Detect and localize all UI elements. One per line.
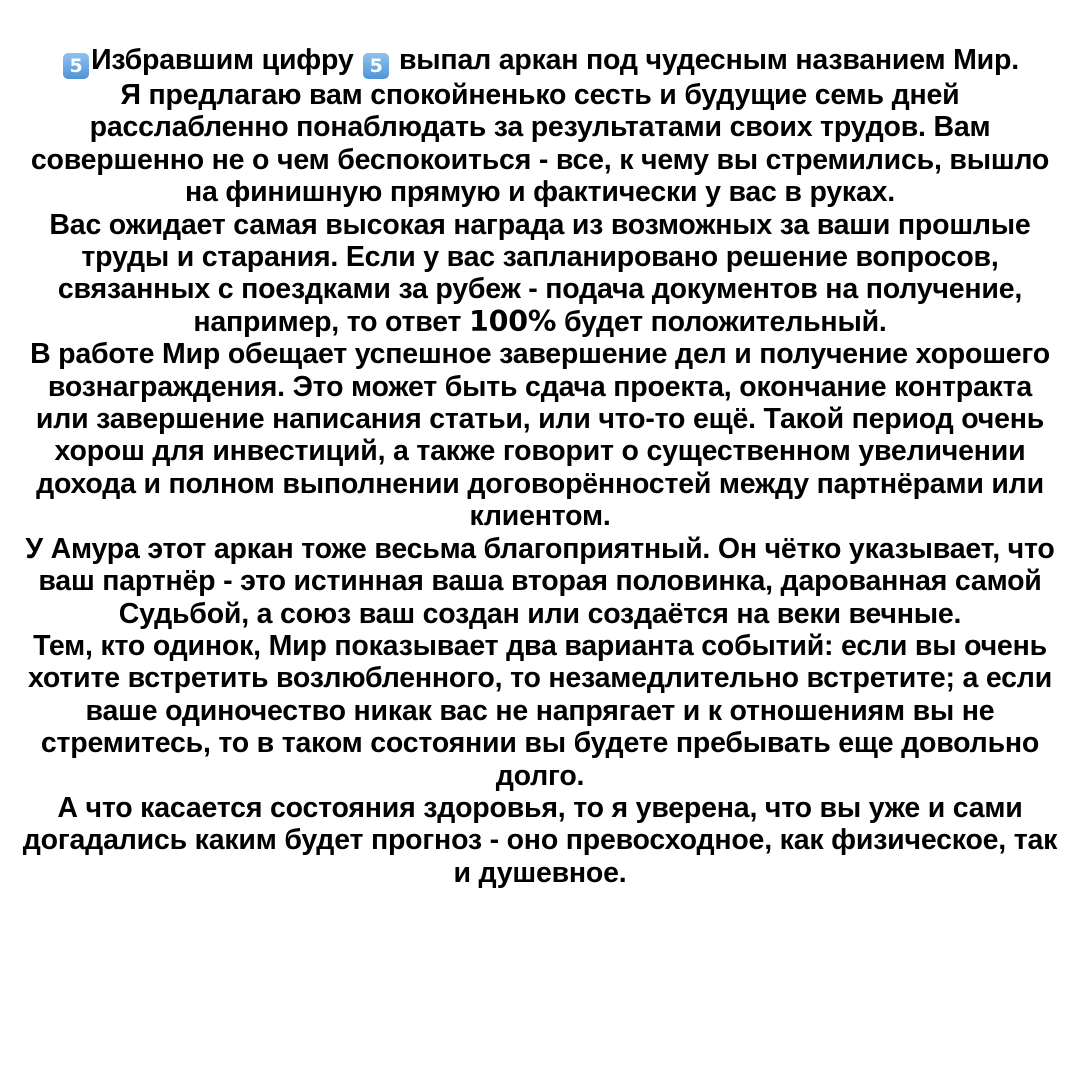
horoscope-text: [0, 44, 1080, 889]
paragraph-reward-end: будет положительный.: [563, 305, 887, 338]
keycap-five-icon: 5: [363, 53, 389, 79]
percent-value: 100%: [469, 304, 557, 338]
paragraph-work: В работе Мир обещает успешное завершение дел и получение хорошего вознаграждения. Это может быть сдача проекта, окончание контракта или завершение написания статьи, или что-то ещё. Такой период очень хорош для инвестиций, а также говорит о существенном увеличении дохода и полном выполнении договорённостей между партнёрами или клиентом.: [30, 338, 1050, 533]
paragraph-love: У Амура этот аркан тоже весьма благоприятный. Он чётко указывает, что ваш партнёр - это истинная ваша вторая половинка, дарованная самой Судьбой, а союз ваш создан или создаётся на веки вечные.: [25, 532, 1055, 630]
heading-part-2: выпал аркан под чудесным названием Мир.: [398, 44, 1019, 76]
keycap-five-icon: 5: [63, 53, 89, 79]
heading-part-1: Избравшим цифру: [91, 44, 354, 76]
paragraph-health: А что касается состояния здоровья, то я уверена, что вы уже и сами догадались каким будет прогноз - оно превосходное, как физическое, так и душевное.: [22, 791, 1058, 889]
paragraph-reward-text: Вас ожидает самая высокая награда из возможных за ваши прошлые труды и старания. Если у вас запланировано решение вопросов, связанных с поездками за рубеж - подача документов на получение, например, то ответ: [49, 208, 1031, 338]
paragraph-rest: Я предлагаю вам спокойненько сесть и будущие семь дней расслабленно понаблюдать за результатами своих трудов. Вам совершенно не о чем беспокоиться - все, к чему вы стремились, вышло на финишную прямую и фактически у вас в руках.: [30, 79, 1050, 209]
heading-line: [18, 44, 1062, 79]
paragraph-reward: [18, 209, 1062, 339]
paragraph-single: Тем, кто одинок, Мир показывает два варианта событий: если вы очень хотите встретить возлюбленного, то незамедлительно встретите; а если ваше одиночество никак вас не напрягает и к отношениям вы не стремитесь, то в таком состоянии вы будете пребывать еще довольно долго.: [27, 629, 1053, 792]
